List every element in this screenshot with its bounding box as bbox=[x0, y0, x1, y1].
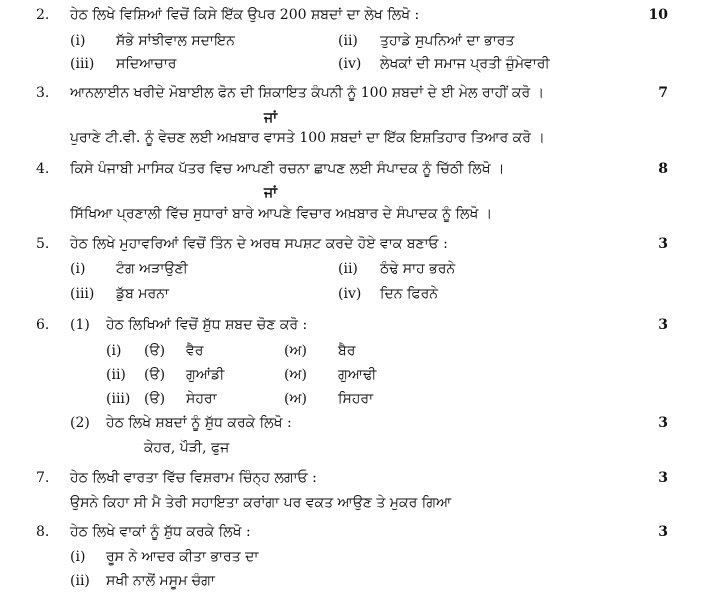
q4-alt-text: ਸਿੱਖਿਆ ਪ੍ਰਣਾਲੀ ਵਿੱਚ ਸੁਧਾਰਾਂ ਬਾਰੇ ਆਪਣੇ ਵਿਚਾਰ ਅਖ਼ਬਾਰ ਦੇ ਸੰਪਾਦਕ ਨੂੰ ਲਿਖੋ । bbox=[70, 206, 493, 222]
q6-part2-label: (2) bbox=[70, 415, 90, 431]
q5-opt1-text: ਟੰਗ ਅੜਾਉਣੀ bbox=[116, 261, 188, 277]
q6-row3-label: (iii) bbox=[106, 391, 131, 407]
q8-item1-label: (i) bbox=[70, 549, 86, 565]
q5-text: ਹੇਠ ਲਿਖੇ ਮੁਹਾਵਰਿਆਂ ਵਿਚੋਂ ਤਿੰਨ ਦੇ ਅਰਥ ਸਪਸ਼ਟ ਕਰਦੇ ਹੋਏ ਵਾਕ ਬਣਾਓ : bbox=[70, 236, 448, 252]
q6-row1-a: ਵੈਰ bbox=[186, 343, 204, 359]
q6-row2-a-label: (ੳ) bbox=[144, 367, 166, 383]
q5-opt2-text: ਠੰਢੇ ਸਾਹ ਭਰਨੇ bbox=[380, 261, 456, 277]
q6-part2-marks: 3 bbox=[658, 415, 668, 431]
q6-row3-b-label: (ਅ) bbox=[284, 391, 307, 407]
q5-opt4-text: ਦਿਨ ਫਿਰਨੇ bbox=[380, 286, 439, 302]
q6-part1-text: ਹੇਠ ਲਿਖਿਆਂ ਵਿਚੋਂ ਸ਼ੁੱਧ ਸ਼ਬਦ ਚੋਣ ਕਰੋ : bbox=[106, 317, 308, 333]
q8-item2-text: ਸਖੀ ਨਾਲੋਂ ਮਸੂਮ ਚੰਗਾ bbox=[106, 573, 215, 589]
q3-text: ਆਨਲਾਈਨ ਖਰੀਦੇ ਮੋਬਾਈਲ ਫੋਨ ਦੀ ਸ਼ਿਕਾਇਤ ਕੰਪਨੀ ਨੂੰ 100 ਸ਼ਬਦਾਂ ਦੇ ਈ ਮੇਲ ਰਾਹੀਂ ਕਰੋ । bbox=[70, 85, 545, 101]
q2-opt1-text: ਸੱਭੇ ਸਾਂਝੀਵਾਲ ਸਦਾਇਨ bbox=[116, 33, 235, 49]
q6-row1-label: (i) bbox=[106, 343, 122, 359]
q7-marks: 3 bbox=[658, 470, 668, 486]
q6-row2-b: ਗੁਆਢੀ bbox=[338, 367, 377, 383]
q2-opt2-text: ਤੁਹਾਡੇ ਸੁਪਨਿਆਂ ਦਾ ਭਾਰਤ bbox=[380, 33, 515, 49]
q8-text: ਹੇਠ ਲਿਖੇ ਵਾਕਾਂ ਨੂੰ ਸ਼ੁੱਧ ਕਰਕੇ ਲਿਖੋ : bbox=[70, 524, 251, 540]
q3-marks: 7 bbox=[658, 85, 668, 101]
q6-part2-words: ਕੇਹਰ, ਪੌੜੀ, ਫੁਜ bbox=[144, 440, 230, 456]
q2-opt1-label: (i) bbox=[70, 33, 86, 49]
q5-marks: 3 bbox=[658, 236, 668, 252]
q8-marks: 3 bbox=[658, 524, 668, 540]
q6-part1-label: (1) bbox=[70, 317, 90, 333]
q2-opt3-label: (iii) bbox=[70, 56, 95, 72]
q2-text: ਹੇਠ ਲਿਖੇ ਵਿਸ਼ਿਆਂ ਵਿਚੋਂ ਕਿਸੇ ਇੱਕ ਉਪਰ 200 ਸ਼ਬਦਾਂ ਦਾ ਲੇਖ ਲਿਖੋ : bbox=[70, 7, 420, 23]
q6-part2-text: ਹੇਠ ਲਿਖੇ ਸ਼ਬਦਾਂ ਨੂੰ ਸ਼ੁੱਧ ਕਰਕੇ ਲਿਖੋ : bbox=[106, 415, 292, 431]
q6-row1-b-label: (ਅ) bbox=[284, 343, 307, 359]
q2-marks: 10 bbox=[648, 7, 668, 23]
q4-marks: 8 bbox=[658, 161, 668, 177]
q7-text: ਹੇਠ ਲਿਖੀ ਵਾਰਤਾ ਵਿੱਚ ਵਿਸ਼ਰਾਮ ਚਿੰਨ੍ਹ ਲਗਾਓ : bbox=[70, 470, 317, 486]
q4-number: 4. bbox=[36, 161, 50, 177]
q3-alt-text: ਪੁਰਾਣੇ ਟੀ.ਵੀ. ਨੂੰ ਵੇਚਣ ਲਈ ਅਖ਼ਬਾਰ ਵਾਸਤੇ 100 ਸ਼ਬਦਾਂ ਦਾ ਇੱਕ ਇਸ਼ਤਿਹਾਰ ਤਿਆਰ ਕਰੋ । bbox=[70, 130, 545, 146]
q2-opt4-label: (iv) bbox=[338, 56, 362, 72]
q5-opt1-label: (i) bbox=[70, 261, 86, 277]
q6-row3-a-label: (ੳ) bbox=[144, 391, 166, 407]
q6-row2-label: (ii) bbox=[106, 367, 126, 383]
q2-opt2-label: (ii) bbox=[338, 33, 358, 49]
q6-row3-b: ਸਿਹਰਾ bbox=[338, 391, 374, 407]
q8-number: 8. bbox=[36, 524, 50, 540]
q7-number: 7. bbox=[36, 470, 50, 486]
q6-row1-a-label: (ੳ) bbox=[144, 343, 166, 359]
q5-number: 5. bbox=[36, 236, 50, 252]
q8-item1-text: ਰੂਸ ਨੇ ਆਦਰ ਕੀਤਾ ਭਾਰਤ ਦਾ bbox=[106, 549, 259, 565]
q6-row2-a: ਗੁਆਂਡੀ bbox=[186, 367, 225, 383]
q6-row3-a: ਸੇਹਰਾ bbox=[186, 391, 217, 407]
q2-opt3-text: ਸਦਿਆਚਾਰ bbox=[116, 56, 177, 72]
q2-number: 2. bbox=[36, 7, 50, 23]
q3-number: 3. bbox=[36, 85, 50, 101]
q5-opt4-label: (iv) bbox=[338, 286, 362, 302]
q6-number: 6. bbox=[36, 317, 50, 333]
q4-or: ਜਾਂ bbox=[264, 185, 278, 201]
q6-part1-marks: 3 bbox=[658, 317, 668, 333]
q5-opt3-label: (iii) bbox=[70, 286, 95, 302]
q6-row2-b-label: (ਅ) bbox=[284, 367, 307, 383]
q2-opt4-text: ਲੇਖਕਾਂ ਦੀ ਸਮਾਜ ਪ੍ਰਤੀ ਜ਼ੁੰਮੇਵਾਰੀ bbox=[380, 56, 550, 72]
q5-opt3-text: ਡੁੱਬ ਮਰਨਾ bbox=[116, 286, 169, 302]
q6-row1-b: ਬੈਰ bbox=[338, 343, 356, 359]
q8-item2-label: (ii) bbox=[70, 573, 90, 589]
q5-opt2-label: (ii) bbox=[338, 261, 358, 277]
q4-text: ਕਿਸੇ ਪੰਜਾਬੀ ਮਾਸਿਕ ਪੱਤਰ ਵਿਚ ਆਪਣੀ ਰਚਨਾ ਛਾਪਣ ਲਈ ਸੰਪਾਦਕ ਨੂੰ ਚਿੱਠੀ ਲਿਖੋ । bbox=[70, 161, 505, 177]
q7-passage: ਉਸਨੇ ਕਿਹਾ ਸੀ ਮੈ ਤੇਰੀ ਸਹਾਇਤਾ ਕਰਾਂਗਾ ਪਰ ਵਕਤ ਆਉਣ ਤੇ ਮੁਕਰ ਗਿਆ bbox=[70, 495, 452, 511]
q3-or: ਜਾਂ bbox=[264, 110, 278, 126]
